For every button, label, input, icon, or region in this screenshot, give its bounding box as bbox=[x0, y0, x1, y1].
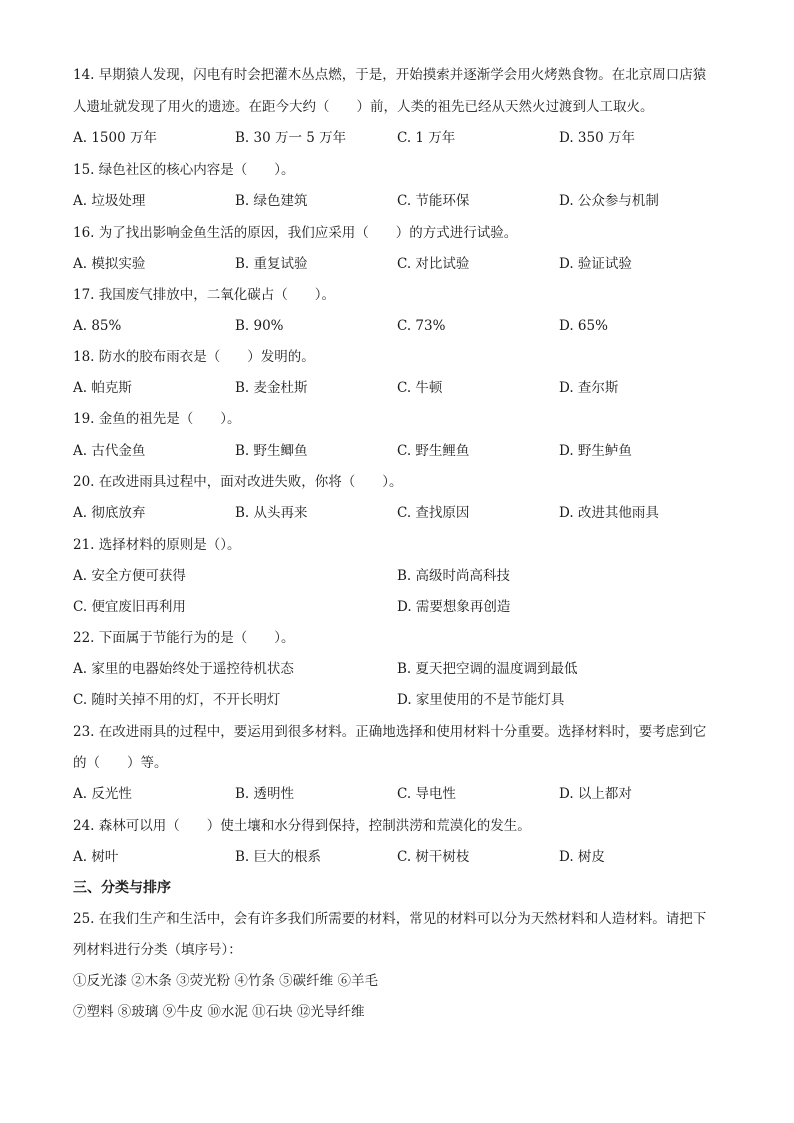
question-21: 21. 选择材料的原则是（）。 bbox=[73, 537, 241, 553]
q19-option-d[interactable]: D. 野生鲈鱼 bbox=[559, 443, 632, 459]
q22-option-a[interactable]: A. 家里的电器始终处于遥控待机状态 bbox=[73, 661, 294, 677]
q17-option-b[interactable]: B. 90% bbox=[235, 318, 284, 334]
question-25-line-1: 25. 在我们生产和生活中，会有许多我们所需要的材料，常见的材料可以分为天然材料和人造材料。请把下 bbox=[73, 911, 707, 927]
question-23-line-2: 的（ ）等。 bbox=[73, 755, 168, 771]
q19-option-c[interactable]: C. 野生鲤鱼 bbox=[397, 443, 470, 459]
question-23-line-1: 23. 在改进雨具的过程中，要运用到很多材料。正确地选择和使用材料十分重要。选择材料时，要考虑到它 bbox=[73, 724, 707, 740]
q21-option-c[interactable]: C. 便宜废旧再利用 bbox=[73, 599, 186, 615]
q23-option-c[interactable]: C. 导电性 bbox=[397, 786, 456, 802]
q22-option-c[interactable]: C. 随时关掉不用的灯，不开长明灯 bbox=[73, 692, 281, 708]
q16-option-c[interactable]: C. 对比试验 bbox=[397, 256, 470, 272]
q21-option-a[interactable]: A. 安全方便可获得 bbox=[73, 568, 186, 584]
question-24: 24. 森林可以用（ ）使土壤和水分得到保持，控制洪涝和荒漠化的发生。 bbox=[73, 818, 531, 834]
q15-option-d[interactable]: D. 公众参与机制 bbox=[559, 193, 659, 209]
question-15: 15. 绿色社区的核心内容是（ ）。 bbox=[73, 162, 295, 178]
q14-option-d[interactable]: D. 350 万年 bbox=[559, 130, 635, 146]
q17-option-c[interactable]: C. 73% bbox=[397, 318, 446, 334]
q23-option-d[interactable]: D. 以上都对 bbox=[559, 786, 632, 802]
q14-option-b[interactable]: B. 30 万一 5 万年 bbox=[235, 130, 347, 146]
q17-option-d[interactable]: D. 65% bbox=[559, 318, 608, 334]
q19-option-b[interactable]: B. 野生鲫鱼 bbox=[235, 443, 308, 459]
q15-option-c[interactable]: C. 节能环保 bbox=[397, 193, 470, 209]
q23-option-b[interactable]: B. 透明性 bbox=[235, 786, 295, 802]
q24-option-a[interactable]: A. 树叶 bbox=[73, 849, 119, 865]
q18-option-a[interactable]: A. 帕克斯 bbox=[73, 380, 132, 396]
q20-option-c[interactable]: C. 查找原因 bbox=[397, 505, 470, 521]
q20-option-d[interactable]: D. 改进其他雨具 bbox=[559, 505, 659, 521]
question-16: 16. 为了找出影响金鱼生活的原因，我们应采用（ ）的方式进行试验。 bbox=[73, 225, 518, 241]
q17-option-a[interactable]: A. 85% bbox=[73, 318, 122, 334]
q18-option-d[interactable]: D. 查尔斯 bbox=[559, 380, 619, 396]
q23-option-a[interactable]: A. 反光性 bbox=[73, 786, 132, 802]
q14-option-a[interactable]: A. 1500 万年 bbox=[73, 130, 157, 146]
question-20: 20. 在改进雨具过程中，面对改进失败，你将（ ）。 bbox=[73, 474, 403, 490]
q19-option-a[interactable]: A. 古代金鱼 bbox=[73, 443, 146, 459]
q14-option-c[interactable]: C. 1 万年 bbox=[397, 130, 456, 146]
q22-option-b[interactable]: B. 夏天把空调的温度调到最低 bbox=[397, 661, 578, 677]
q15-option-a[interactable]: A. 垃圾处理 bbox=[73, 193, 146, 209]
q24-option-d[interactable]: D. 树皮 bbox=[559, 849, 605, 865]
q18-option-c[interactable]: C. 牛顿 bbox=[397, 380, 443, 396]
q16-option-d[interactable]: D. 验证试验 bbox=[559, 256, 632, 272]
section-3-heading: 三、分类与排序 bbox=[73, 880, 171, 896]
q21-option-b[interactable]: B. 高级时尚高科技 bbox=[397, 568, 511, 584]
q18-option-b[interactable]: B. 麦金杜斯 bbox=[235, 380, 308, 396]
question-22: 22. 下面属于节能行为的是（ ）。 bbox=[73, 630, 295, 646]
q16-option-b[interactable]: B. 重复试验 bbox=[235, 256, 308, 272]
question-25-line-2: 列材料进行分类（填序号）： bbox=[73, 942, 242, 958]
question-18: 18. 防水的胶布雨衣是（ ）发明的。 bbox=[73, 349, 315, 365]
q24-option-c[interactable]: C. 树干树枝 bbox=[397, 849, 470, 865]
q24-option-b[interactable]: B. 巨大的根系 bbox=[235, 849, 322, 865]
q20-option-b[interactable]: B. 从头再来 bbox=[235, 505, 308, 521]
question-19: 19. 金鱼的祖先是（ ）。 bbox=[73, 411, 241, 427]
q22-option-d[interactable]: D. 家里使用的不是节能灯具 bbox=[397, 692, 565, 708]
q20-option-a[interactable]: A. 彻底放弃 bbox=[73, 505, 146, 521]
materials-list-1: ①反光漆 ②木条 ③荧光粉 ④竹条 ⑤碳纤维 ⑥羊毛 bbox=[73, 973, 378, 989]
question-17: 17. 我国废气排放中，二氧化碳占（ ）。 bbox=[73, 287, 336, 303]
q16-option-a[interactable]: A. 模拟实验 bbox=[73, 256, 146, 272]
q15-option-b[interactable]: B. 绿色建筑 bbox=[235, 193, 308, 209]
question-14-line-2: 人遗址就发现了用火的遗迹。在距今大约（ ）前，人类的祖先已经从天然火过渡到人工取火。 bbox=[73, 99, 654, 115]
question-14-line-1: 14. 早期猿人发现，闪电有时会把灌木丛点燃，于是，开始摸索并逐渐学会用火烤熟食物。在北京周口店猿 bbox=[73, 67, 707, 83]
q21-option-d[interactable]: D. 需要想象再创造 bbox=[397, 599, 511, 615]
materials-list-2: ⑦塑料 ⑧玻璃 ⑨牛皮 ⑩水泥 ⑪石块 ⑫光导纤维 bbox=[73, 1004, 365, 1020]
